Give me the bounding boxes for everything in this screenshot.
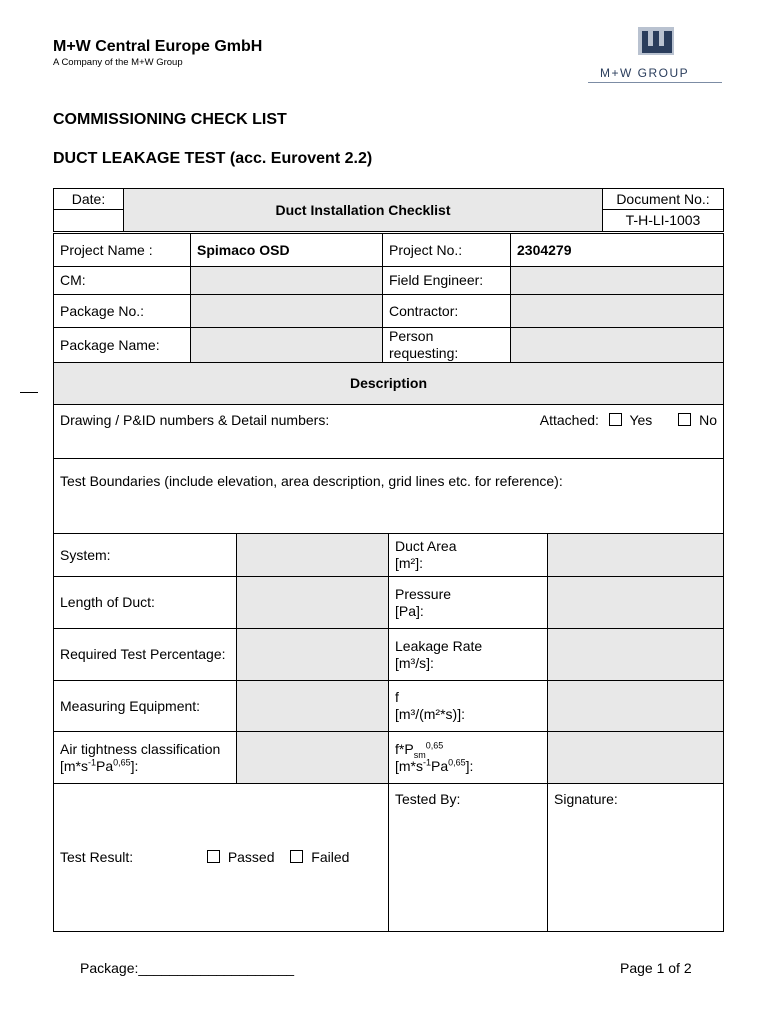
contractor-label: Contractor:: [383, 295, 511, 328]
measurement-table: [53, 533, 724, 932]
date-field[interactable]: [54, 210, 124, 232]
length-field[interactable]: [237, 577, 389, 629]
measuring-field[interactable]: [237, 681, 389, 732]
drawing-row: [54, 405, 724, 459]
project-name-label: Project Name :: [54, 234, 191, 267]
package-name-label: Package Name:: [54, 328, 191, 363]
field-engineer-field[interactable]: [511, 267, 724, 295]
fp-field[interactable]: [548, 732, 724, 784]
pressure-field[interactable]: [548, 577, 724, 629]
system-field[interactable]: [237, 534, 389, 577]
fp-label: [389, 732, 548, 784]
measuring-label: Measuring Equipment:: [54, 681, 237, 732]
cm-label: CM:: [54, 267, 191, 295]
document-title: COMMISSIONING CHECK LIST: [53, 111, 287, 128]
project-name-value[interactable]: Spimaco OSD: [191, 234, 383, 267]
f-label: [389, 681, 548, 732]
f-field[interactable]: [548, 681, 724, 732]
attached-group: [540, 412, 717, 429]
person-requesting-field[interactable]: [511, 328, 724, 363]
yes-checkbox[interactable]: [609, 413, 622, 426]
company-name: M+W Central Europe GmbH: [53, 38, 263, 55]
package-no-field[interactable]: [191, 295, 383, 328]
air-tightness-text: Air tightness classification: [60, 740, 221, 757]
cm-field[interactable]: [191, 267, 383, 295]
pressure-text: Pressure: [395, 585, 452, 602]
leakage-rate-unit: [m³/s]:: [395, 654, 434, 671]
passed-label: Passed: [227, 849, 275, 865]
project-no-label: Project No.:: [383, 234, 511, 267]
contractor-field[interactable]: [511, 295, 724, 328]
fp-text: $f*P_{sm}^{0,65}$: [395, 739, 444, 760]
package-no-label: Package No.:: [54, 295, 191, 328]
logo-underline: [588, 82, 722, 83]
drawing-label: Drawing / P&ID numbers & Detail numbers:: [60, 412, 330, 428]
yes-label: Yes: [629, 412, 653, 428]
duct-area-text: Duct Area: [395, 538, 457, 554]
leakage-rate-field[interactable]: [548, 629, 724, 681]
pressure-label: [389, 577, 548, 629]
footer-page: Page 1 of 2: [620, 960, 692, 976]
air-tightness-field[interactable]: [237, 732, 389, 784]
test-result-label: Test Result:: [60, 849, 134, 865]
date-label: Date:: [54, 189, 124, 210]
leakage-rate-label: [389, 629, 548, 681]
attached-label: Attached:: [539, 412, 599, 428]
required-test-field[interactable]: [237, 629, 389, 681]
f-unit: [m³/(m²*s)]:: [395, 706, 465, 722]
duct-area-label: [389, 534, 548, 577]
failed-checkbox[interactable]: [290, 850, 303, 863]
tested-by-label[interactable]: Tested By:: [389, 784, 548, 932]
failed-label: Failed: [311, 849, 350, 865]
logo-text: M+W GROUP: [600, 66, 690, 80]
document-subtitle: DUCT LEAKAGE TEST (acc. Eurovent 2.2): [53, 150, 373, 167]
description-heading: Description: [54, 363, 724, 405]
no-label: No: [699, 412, 717, 428]
mw-logo-icon: [638, 27, 674, 55]
leakage-rate-text: Leakage Rate: [395, 637, 483, 654]
project-table: [53, 233, 724, 363]
margin-mark: [20, 392, 38, 393]
package-name-field[interactable]: [191, 328, 383, 363]
length-label: Length of Duct:: [54, 577, 237, 629]
air-tightness-unit: $[m*s^{-1}Pa^{0,65}]$:: [60, 756, 139, 774]
project-no-value[interactable]: 2304279: [511, 234, 724, 267]
company-subtitle: A Company of the M+W Group: [53, 57, 183, 68]
fp-unit: $[m*s^{-1}Pa^{0,65}]$:: [395, 756, 474, 774]
air-tightness-label: [54, 732, 237, 784]
duct-area-unit: [m²]:: [395, 555, 423, 571]
test-boundaries-label: Test Boundaries (include elevation, area description, grid lines etc. for reference):: [54, 459, 724, 534]
test-result-cell: [54, 784, 389, 932]
description-table: [53, 362, 724, 534]
no-checkbox[interactable]: [678, 413, 691, 426]
duct-area-field[interactable]: [548, 534, 724, 577]
doc-no-value: T-H-LI-1003: [603, 210, 724, 232]
pressure-unit: [Pa]:: [395, 602, 424, 619]
checklist-title: Duct Installation Checklist: [124, 189, 603, 232]
header-table: [53, 188, 724, 232]
required-test-label: Required Test Percentage:: [54, 629, 237, 681]
f-text: f: [395, 689, 399, 705]
person-requesting-label: Person requesting:: [383, 328, 511, 363]
passed-checkbox[interactable]: [207, 850, 220, 863]
footer-package: Package:____________________: [80, 960, 295, 976]
field-engineer-label: Field Engineer:: [383, 267, 511, 295]
signature-label[interactable]: Signature:: [548, 784, 724, 932]
system-label: System:: [54, 534, 237, 577]
doc-no-label: Document No.:: [603, 189, 724, 210]
